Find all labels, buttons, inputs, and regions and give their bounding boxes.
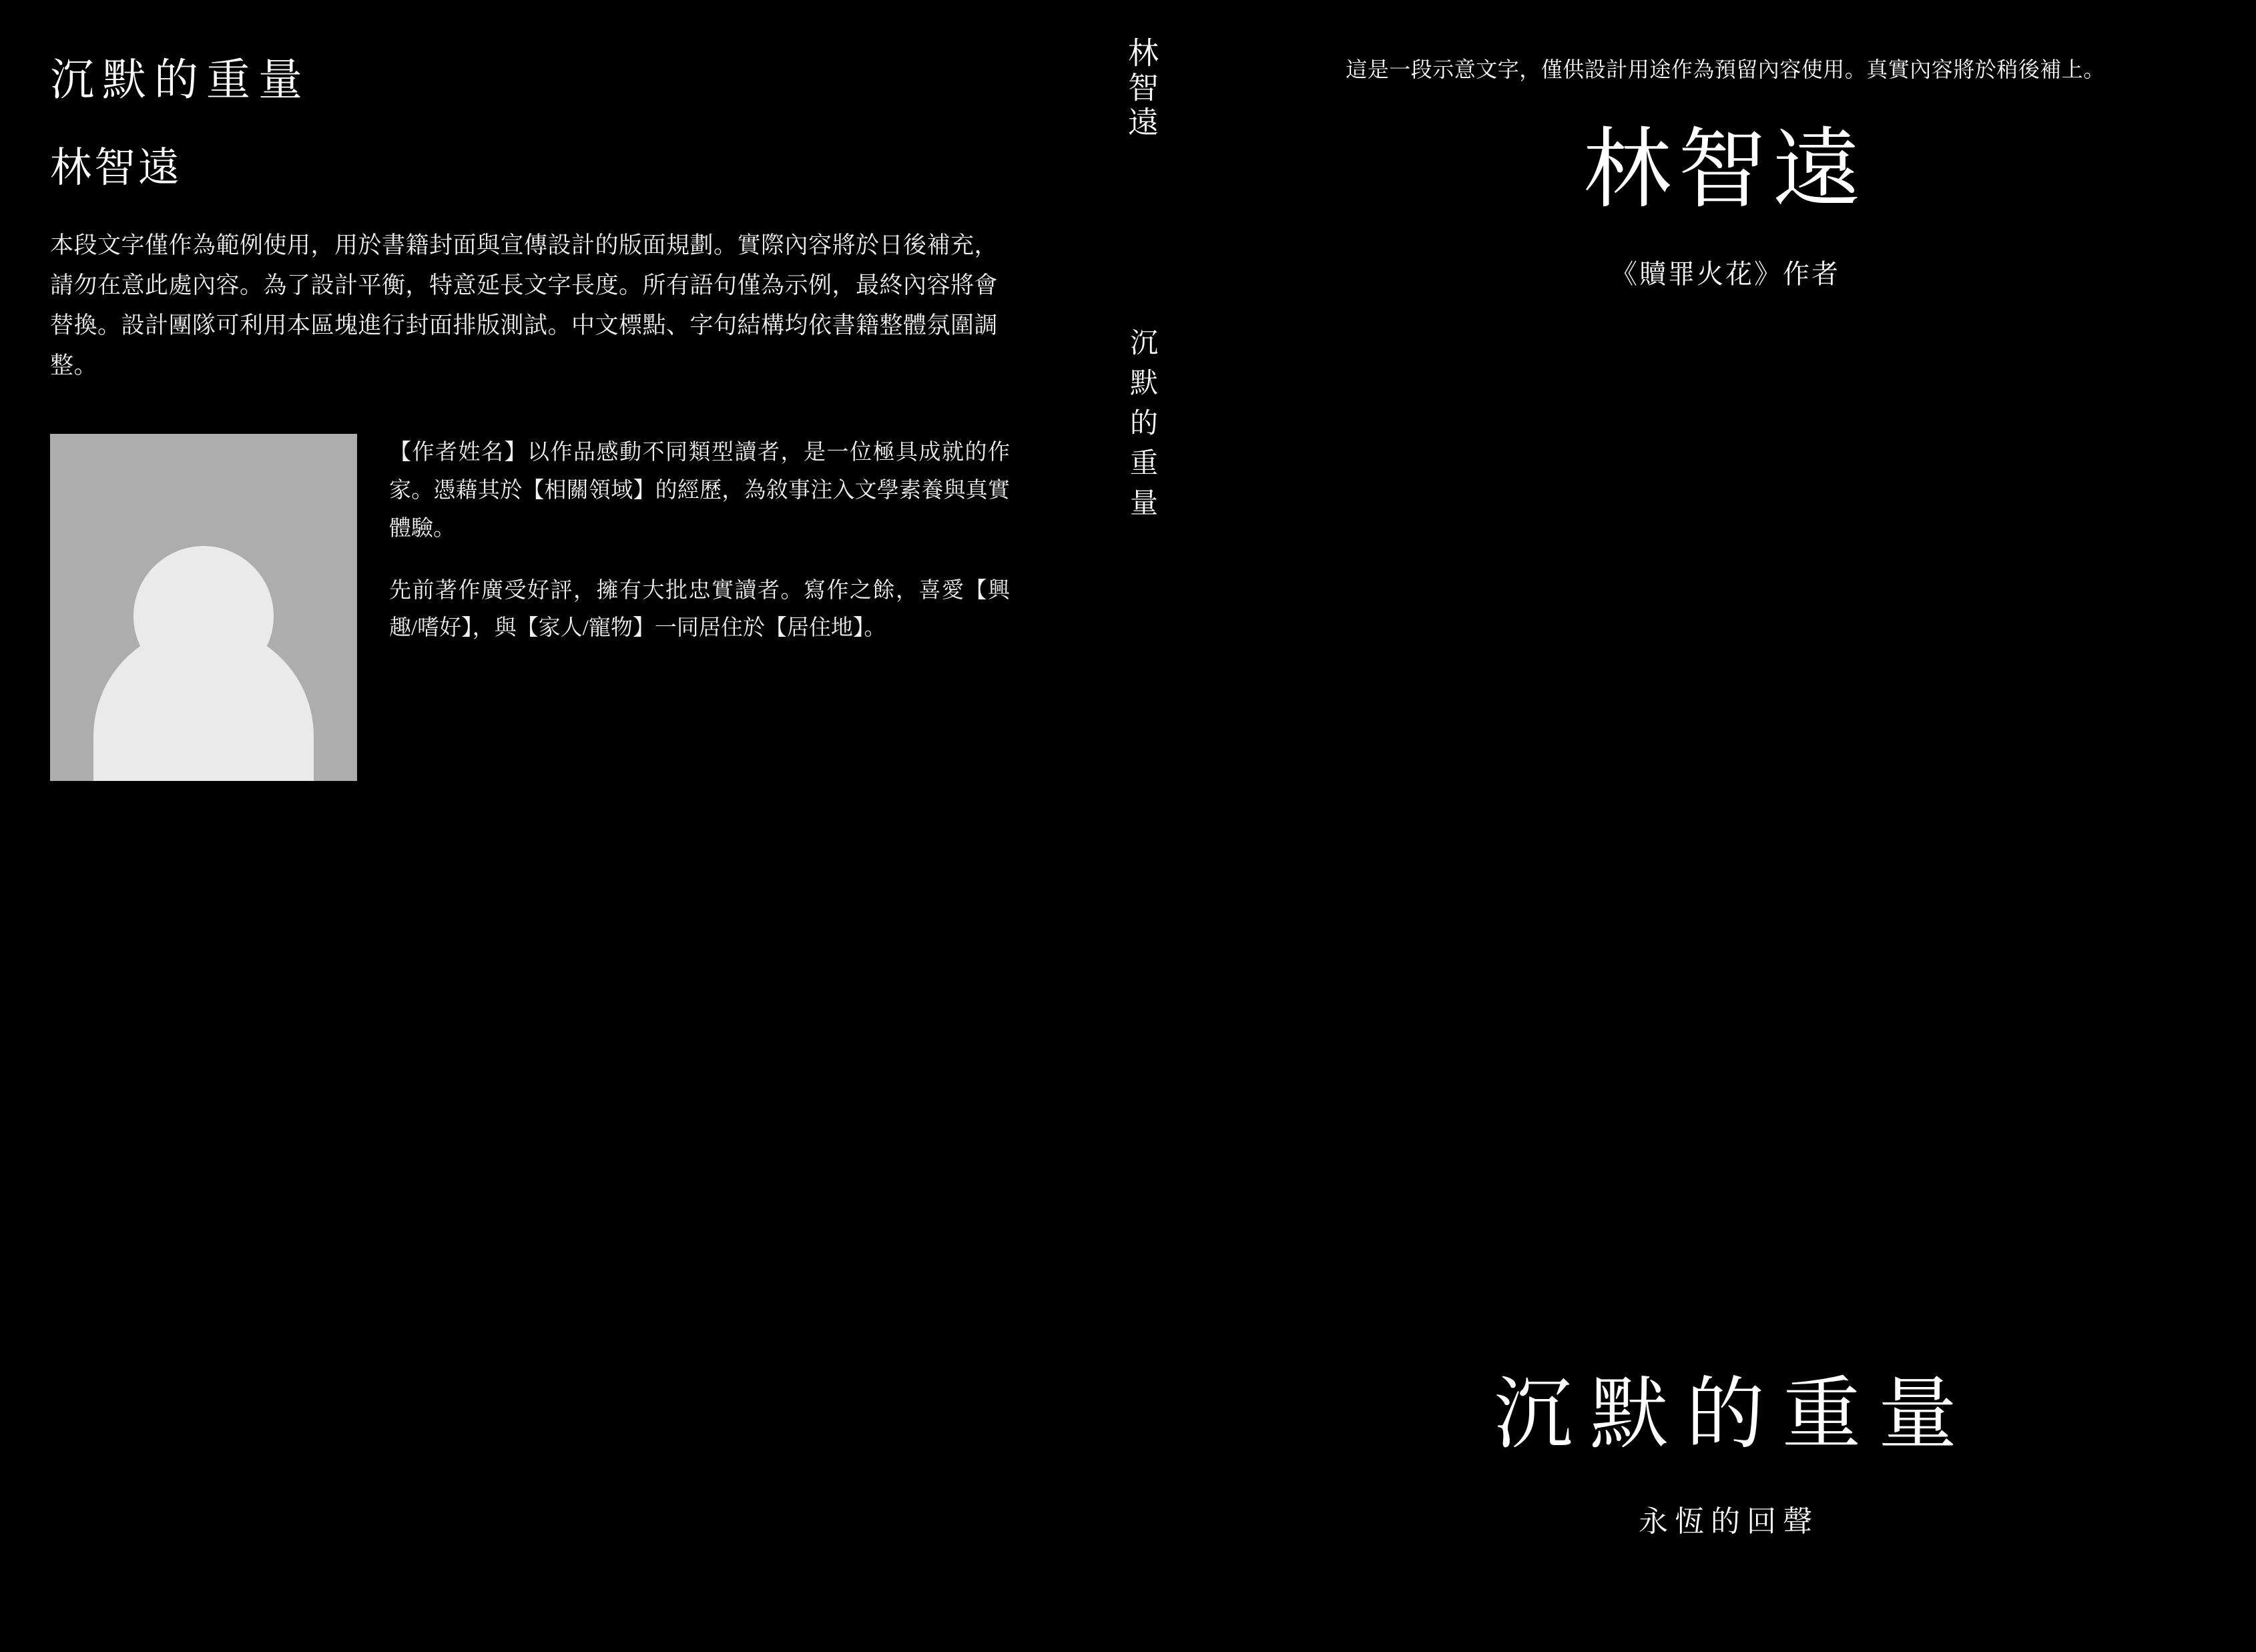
back-cover-title: 沉默的重量 xyxy=(50,56,310,105)
spine-title: 沉默的重量 xyxy=(1126,328,1157,528)
author-bio-block xyxy=(50,434,1038,781)
spine-author: 林智遠 xyxy=(1123,37,1159,141)
front-cover-panel xyxy=(1195,0,2256,1652)
spine-panel xyxy=(1088,0,1195,1652)
front-cover-title: 沉默的重量 xyxy=(1493,1371,1974,1459)
bio-paragraph: 【作者姓名】以作品感動不同類型讀者，是一位極具成就的作家。憑藉其於【相關領域】的經歷，為敘事注入文學素養與真實體驗。 xyxy=(389,441,1010,541)
back-cover-panel xyxy=(0,0,1088,1652)
front-cover-tagline: 這是一段示意文字，僅供設計用途作為預留內容使用。真實內容將於稍後補上。 xyxy=(1346,57,2105,81)
back-cover-blurb: 本段文字僅作為範例使用，用於書籍封面與宣傳設計的版面規劃。實際內容將於日後補充，請勿在意此處內容。為了設計平衡，特意延長文字長度。所有語句僅為示例，最終內容將會替換。設計團隊可利用本區塊進行封面排版測試。中文標點、字句結構均依書籍整體氛圍調整。 xyxy=(50,232,999,379)
bio-paragraph: 先前著作廣受好評，擁有大批忠實讀者。寫作之餘，喜愛【興趣/嗜好】，與【家人/寵物】一同居住於【居住地】。 xyxy=(389,578,1010,641)
back-cover-author: 林智遠 xyxy=(50,142,183,192)
front-cover-author: 林智遠 xyxy=(1583,117,1868,221)
author-bio-text xyxy=(389,434,1010,647)
person-body-icon xyxy=(93,626,314,781)
front-cover-title-block xyxy=(1195,1368,2256,1540)
author-photo-placeholder xyxy=(50,434,357,781)
front-cover-credit: 《贖罪火花》作者 xyxy=(1611,258,1840,289)
front-cover-subtitle: 永恆的回聲 xyxy=(1639,1505,1819,1538)
